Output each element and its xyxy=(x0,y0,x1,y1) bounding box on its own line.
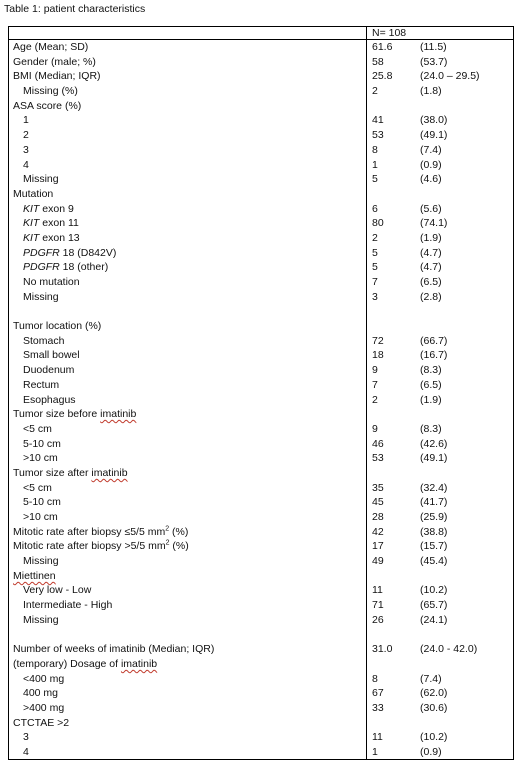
cell-n: 35 xyxy=(372,481,384,494)
cell-percent: (1.8) xyxy=(420,85,442,98)
row-label-rest: 18 (other) xyxy=(59,261,109,274)
row-label xyxy=(23,202,74,217)
row-label-text: 1 xyxy=(23,114,29,127)
cell-percent: (8.3) xyxy=(420,364,442,377)
cell-percent: (41.7) xyxy=(420,496,448,509)
spellcheck-word: imatinib xyxy=(91,466,128,479)
row-label xyxy=(23,451,58,466)
table-row xyxy=(9,481,513,496)
cell-percent: (2.8) xyxy=(420,290,442,303)
superscript: 2 xyxy=(165,525,170,533)
row-label xyxy=(23,701,64,716)
row-label xyxy=(23,393,76,408)
cell-percent: (24.0 - 42.0) xyxy=(420,643,478,656)
cell-percent: (0.9) xyxy=(420,746,442,758)
cell-percent: (66.7) xyxy=(420,334,448,347)
cell-n: 31.0 xyxy=(372,643,393,656)
cell-percent: (8.3) xyxy=(420,422,442,435)
table-row xyxy=(9,554,513,569)
cell-percent: (1.9) xyxy=(420,393,442,406)
row-label-text: Tumor size after xyxy=(13,466,92,479)
table-row xyxy=(9,55,513,70)
row-label-text: Missing (%) xyxy=(23,85,78,98)
table-row xyxy=(9,525,513,540)
row-label-text: CTCTAE >2 xyxy=(13,716,70,729)
cell-n: 80 xyxy=(372,217,384,230)
row-label-text: ASA score (%) xyxy=(13,99,82,112)
table-row xyxy=(9,393,513,408)
row-label-text: Missing xyxy=(23,173,59,186)
cell-percent: (0.9) xyxy=(420,158,442,171)
table-body xyxy=(9,40,513,760)
cell-percent: (25.9) xyxy=(420,511,448,523)
table-row xyxy=(9,231,513,246)
row-label xyxy=(23,481,52,496)
cell-n: 11 xyxy=(372,584,383,597)
row-label-rest: exon 11 xyxy=(39,217,79,230)
row-label xyxy=(23,554,59,569)
row-label-text: 4 xyxy=(23,158,29,171)
row-label-text: >400 mg xyxy=(23,701,65,714)
cell-n: 49 xyxy=(372,555,384,568)
row-label xyxy=(23,686,58,701)
cell-n: 2 xyxy=(372,85,378,98)
row-label-text: Missing xyxy=(23,555,59,568)
cell-n: 67 xyxy=(372,687,384,700)
table-row xyxy=(9,113,513,128)
row-label-text: (temporary) Dosage of xyxy=(13,657,121,670)
row-label-rest: 18 (D842V) xyxy=(59,246,117,259)
cell-n: 41 xyxy=(372,114,384,127)
cell-n: 61.6 xyxy=(372,41,393,53)
table-row xyxy=(9,290,513,305)
table-row xyxy=(9,745,513,760)
row-label-text: >10 cm xyxy=(23,452,58,465)
cell-n: 11 xyxy=(372,731,383,744)
cell-percent: (7.4) xyxy=(420,143,442,156)
row-label xyxy=(13,407,136,422)
row-label xyxy=(13,40,88,55)
cell-percent: (1.9) xyxy=(420,231,442,244)
cell-percent: (24.0 – 29.5) xyxy=(420,70,480,83)
row-label-text: 3 xyxy=(23,731,29,744)
table-row xyxy=(9,246,513,261)
table-caption: Table 1: patient characteristics xyxy=(4,3,146,15)
table-row xyxy=(9,202,513,217)
row-label-text: Mutation xyxy=(13,187,54,200)
row-label-text: <400 mg xyxy=(23,672,65,685)
row-label xyxy=(23,231,80,246)
row-label xyxy=(13,187,53,202)
cell-n: 8 xyxy=(372,143,378,156)
table-row xyxy=(9,216,513,231)
cell-n: 33 xyxy=(372,701,384,714)
cell-n: 53 xyxy=(372,129,384,142)
cell-percent: (7.4) xyxy=(420,672,442,685)
row-label xyxy=(23,113,29,128)
cell-n: 71 xyxy=(372,599,384,612)
row-label-suffix: (%) xyxy=(169,540,189,553)
cell-percent: (11.5) xyxy=(420,41,447,53)
cell-percent: (6.5) xyxy=(420,378,442,391)
cell-n: 6 xyxy=(372,202,378,215)
table-row xyxy=(9,378,513,393)
table-row xyxy=(9,686,513,701)
cell-percent: (16.7) xyxy=(420,349,448,362)
cell-n: 5 xyxy=(372,261,378,274)
table-row xyxy=(9,84,513,99)
table-row xyxy=(9,583,513,598)
table-row xyxy=(9,672,513,687)
row-label xyxy=(23,260,108,275)
row-label-text: Tumor size before xyxy=(13,408,101,421)
cell-percent: (45.4) xyxy=(420,555,448,568)
cell-n: 7 xyxy=(372,378,378,391)
cell-percent: (15.7) xyxy=(420,540,448,553)
cell-percent: (38.0) xyxy=(420,114,448,127)
row-label xyxy=(13,466,128,481)
cell-n: 72 xyxy=(372,334,384,347)
row-label-text: Intermediate - High xyxy=(23,599,113,612)
row-label xyxy=(23,730,29,745)
cell-percent: (42.6) xyxy=(420,437,448,450)
cell-n: 3 xyxy=(372,290,378,303)
row-label xyxy=(13,319,101,334)
row-label xyxy=(13,642,214,657)
row-label xyxy=(23,348,80,363)
cell-percent: (5.6) xyxy=(420,202,442,215)
cell-percent: (49.1) xyxy=(420,452,448,465)
table-row xyxy=(9,260,513,275)
spellcheck-word: imatinib xyxy=(120,657,158,670)
cell-n: 7 xyxy=(372,276,378,288)
row-label-text: <5 cm xyxy=(23,422,52,435)
row-label xyxy=(13,569,56,584)
row-label xyxy=(23,495,61,510)
table-row xyxy=(9,187,513,202)
row-label-text: 400 mg xyxy=(23,687,59,700)
row-label xyxy=(23,216,79,231)
table-row xyxy=(9,628,513,643)
table-row xyxy=(9,40,513,55)
row-label-text: BMI (Median; IQR) xyxy=(13,70,101,83)
table-row xyxy=(9,348,513,363)
row-label-rest: exon 9 xyxy=(39,202,74,215)
row-label-text: Very low - Low xyxy=(23,584,92,597)
cell-n: 17 xyxy=(372,540,384,553)
cell-n: 5 xyxy=(372,246,378,259)
row-label-text: Esophagus xyxy=(23,393,76,406)
row-label xyxy=(23,275,80,290)
table-row xyxy=(9,275,513,290)
row-label-text: 3 xyxy=(23,143,29,156)
row-label xyxy=(23,672,64,687)
table-row xyxy=(9,172,513,187)
row-label-text: 4 xyxy=(23,746,29,758)
row-label-text: KIT xyxy=(23,202,40,215)
row-label-text: Mitotic rate after biopsy >5/5 mm xyxy=(13,540,166,553)
row-label xyxy=(23,172,59,187)
row-label-rest: exon 13 xyxy=(39,231,80,244)
row-label xyxy=(23,84,78,99)
cell-n: 9 xyxy=(372,364,378,377)
table-row xyxy=(9,143,513,158)
row-label-text: Rectum xyxy=(23,378,60,391)
cell-n: 1 xyxy=(372,158,378,171)
table-row xyxy=(9,701,513,716)
cell-n: 2 xyxy=(372,231,378,244)
row-label xyxy=(23,378,59,393)
table-row xyxy=(9,128,513,143)
table-row xyxy=(9,363,513,378)
cell-n: 2 xyxy=(372,393,378,406)
table-row xyxy=(9,69,513,84)
table-row xyxy=(9,495,513,510)
header-n-label: N= 108 xyxy=(372,27,407,39)
row-label-text: No mutation xyxy=(23,276,80,288)
table-row xyxy=(9,451,513,466)
table-row xyxy=(9,99,513,114)
row-label xyxy=(23,128,29,143)
cell-n: 53 xyxy=(372,452,384,465)
cell-percent: (53.7) xyxy=(420,55,448,68)
cell-percent: (4.6) xyxy=(420,173,442,186)
row-label-text: Tumor location (%) xyxy=(13,320,102,333)
row-label xyxy=(23,613,59,628)
cell-percent: (4.7) xyxy=(420,246,442,259)
table-row xyxy=(9,613,513,628)
row-label-text: Missing xyxy=(23,290,59,303)
table-row xyxy=(9,422,513,437)
cell-percent: (74.1) xyxy=(420,217,448,230)
cell-n: 42 xyxy=(372,525,384,538)
row-label xyxy=(23,363,74,378)
row-label xyxy=(23,290,59,305)
row-label xyxy=(13,99,81,114)
cell-percent: (24.1) xyxy=(420,613,448,626)
cell-n: 8 xyxy=(372,672,378,685)
cell-n: 28 xyxy=(372,511,384,523)
cell-percent: (6.5) xyxy=(420,276,442,288)
row-label-text: >10 cm xyxy=(23,511,58,523)
row-label xyxy=(23,422,52,437)
cell-percent: (65.7) xyxy=(420,599,448,612)
cell-percent: (30.6) xyxy=(420,701,448,714)
table-row xyxy=(9,642,513,657)
cell-percent: (32.4) xyxy=(420,481,448,494)
row-label-suffix: (%) xyxy=(169,525,189,538)
row-label-text: PDGFR xyxy=(23,261,60,274)
table-row xyxy=(9,304,513,319)
table-row xyxy=(9,437,513,452)
table-row xyxy=(9,158,513,173)
row-label-text: Mitotic rate after biopsy ≤5/5 mm xyxy=(13,525,166,538)
spellcheck-word: imatinib xyxy=(100,408,137,421)
row-label-text: 2 xyxy=(23,129,29,142)
spellcheck-word: Miettinen xyxy=(13,569,56,582)
row-label-text: Number of weeks of imatinib (Median; IQR) xyxy=(13,643,215,656)
row-label xyxy=(23,334,64,349)
table-row xyxy=(9,730,513,745)
row-label xyxy=(13,55,96,70)
cell-n: 25.8 xyxy=(372,70,393,83)
row-label-text: Small bowel xyxy=(23,349,80,362)
superscript: 2 xyxy=(165,539,170,547)
row-label xyxy=(13,716,69,731)
row-label xyxy=(23,583,91,598)
table-row xyxy=(9,510,513,525)
row-label-text: Stomach xyxy=(23,334,65,347)
cell-n: 9 xyxy=(372,422,378,435)
table-row xyxy=(9,407,513,422)
row-label xyxy=(13,539,189,554)
cell-n: 5 xyxy=(372,173,378,186)
cell-percent: (62.0) xyxy=(420,687,448,700)
cell-percent: (49.1) xyxy=(420,129,448,142)
row-label xyxy=(23,437,61,452)
cell-percent: (10.2) xyxy=(420,731,448,744)
cell-percent: (4.7) xyxy=(420,261,442,274)
table-row xyxy=(9,319,513,334)
row-label xyxy=(23,158,29,173)
patient-characteristics-table xyxy=(8,26,514,760)
cell-n: 58 xyxy=(372,55,384,68)
row-label-text: KIT xyxy=(23,217,40,230)
cell-percent: (10.2) xyxy=(420,584,448,597)
cell-percent: (38.8) xyxy=(420,525,448,538)
row-label-text: Duodenum xyxy=(23,364,75,377)
row-label xyxy=(23,143,29,158)
cell-n: 1 xyxy=(372,746,378,758)
table-row xyxy=(9,657,513,672)
row-label xyxy=(23,745,29,760)
table-row xyxy=(9,569,513,584)
row-label xyxy=(23,510,58,525)
row-label-text: Age (Mean; SD) xyxy=(13,41,89,53)
row-label xyxy=(13,525,188,540)
table-row xyxy=(9,539,513,554)
row-label xyxy=(13,657,157,672)
row-label xyxy=(13,69,101,84)
row-label-text: Gender (male; %) xyxy=(13,55,96,68)
row-label-text: 5-10 cm xyxy=(23,437,61,450)
table-row xyxy=(9,334,513,349)
table-row xyxy=(9,716,513,731)
table-row xyxy=(9,598,513,613)
row-label-text: Missing xyxy=(23,613,59,626)
cell-n: 26 xyxy=(372,613,384,626)
cell-n: 46 xyxy=(372,437,384,450)
row-label-text: KIT xyxy=(23,231,40,244)
row-label-text: 5-10 cm xyxy=(23,496,61,509)
row-label xyxy=(23,598,112,613)
row-label-text: PDGFR xyxy=(23,246,60,259)
cell-n: 45 xyxy=(372,496,384,509)
row-label xyxy=(23,246,116,261)
row-label-text: <5 cm xyxy=(23,481,52,494)
cell-n: 18 xyxy=(372,349,384,362)
table-row xyxy=(9,466,513,481)
